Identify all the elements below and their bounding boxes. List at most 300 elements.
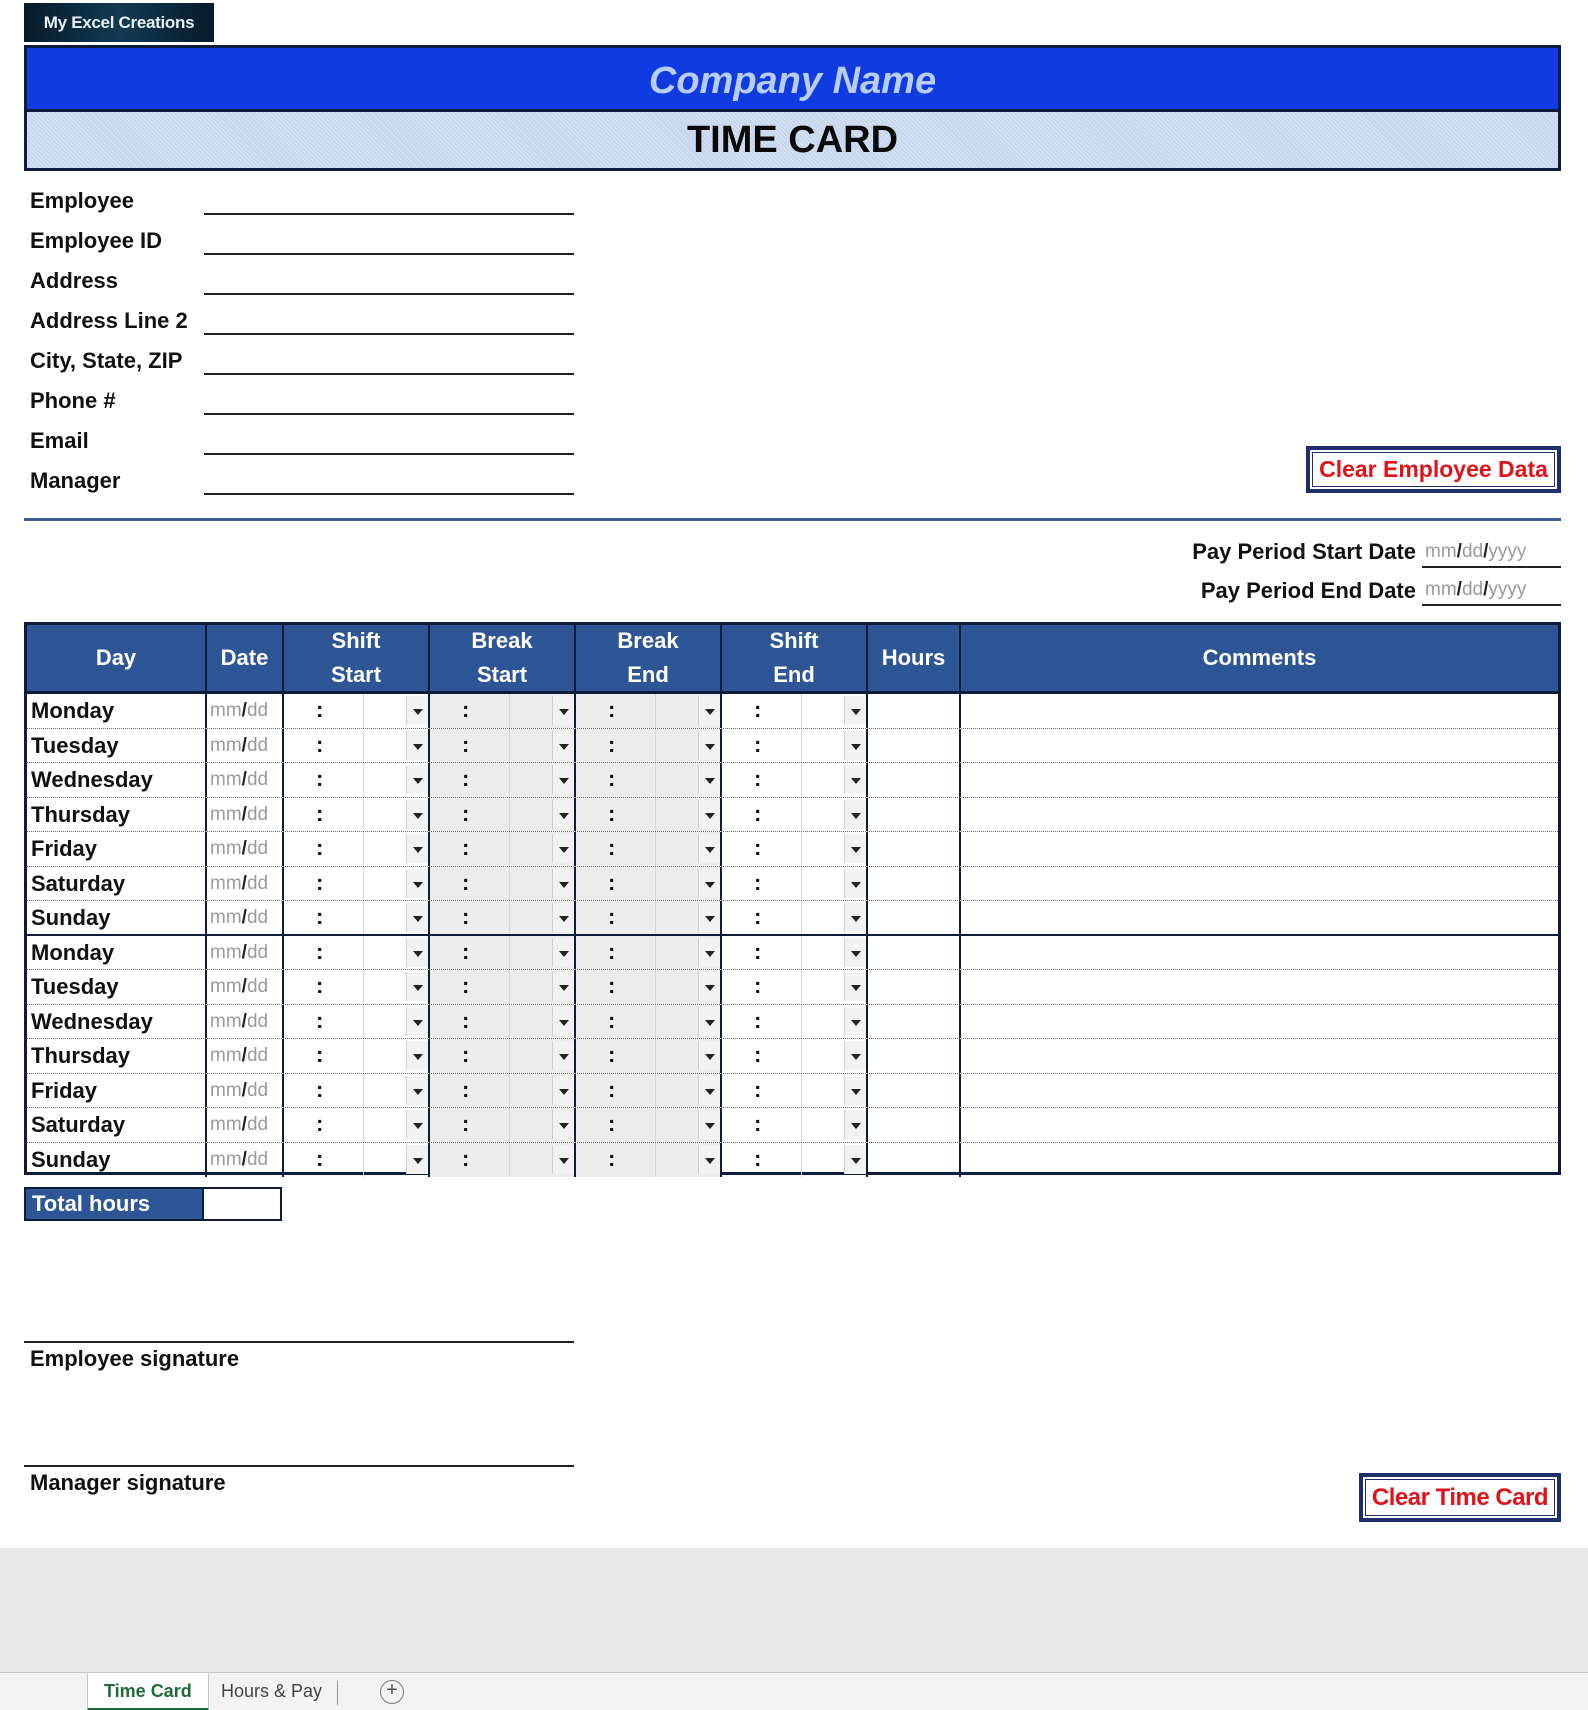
pay-period-end-field[interactable] [1422, 574, 1561, 606]
date-cell[interactable] [207, 901, 284, 934]
date-mm: mm [210, 1045, 242, 1066]
time-separator: : [316, 1042, 324, 1067]
shift-start-cell[interactable] [284, 763, 430, 797]
table-row [27, 970, 1558, 1005]
chevron-down-icon[interactable] [698, 938, 720, 967]
date-dd: dd [246, 1114, 269, 1135]
manager-field[interactable] [204, 493, 574, 495]
break-end-cell[interactable] [576, 694, 722, 728]
comments-cell[interactable] [961, 1074, 1563, 1108]
time-separator: : [608, 1042, 616, 1067]
chevron-down-icon[interactable] [406, 1041, 428, 1070]
break-start-cell[interactable] [430, 1108, 576, 1142]
chevron-down-icon[interactable] [844, 1007, 866, 1036]
time-separator: : [462, 1076, 470, 1102]
tab-hours-pay[interactable]: Hours & Pay [221, 1681, 323, 1701]
chevron-down-icon[interactable] [552, 1007, 574, 1036]
chevron-down-icon[interactable] [552, 1041, 574, 1070]
address-label: Address [30, 268, 119, 293]
tab-time-card[interactable]: Time Card [87, 1673, 209, 1710]
city-state-zip-field[interactable] [204, 373, 574, 375]
comments-cell[interactable] [961, 1143, 1563, 1178]
time-divider [801, 1005, 802, 1039]
date-mm: mm [210, 907, 242, 928]
chevron-down-icon[interactable] [406, 800, 428, 829]
chevron-down-icon[interactable] [406, 869, 428, 898]
date-mm: mm [210, 1148, 242, 1170]
time-separator: : [462, 869, 470, 895]
comments-cell[interactable] [961, 867, 1563, 901]
day-cell: Saturday [27, 867, 207, 901]
time-separator: : [462, 938, 470, 964]
comments-cell[interactable] [961, 694, 1563, 728]
add-sheet-icon[interactable]: + [380, 1680, 404, 1704]
break-start-cell[interactable] [430, 936, 576, 970]
comments-cell[interactable] [961, 798, 1563, 832]
address-line-2-field[interactable] [204, 333, 574, 335]
chevron-down-icon[interactable] [844, 869, 866, 898]
time-divider [509, 1039, 510, 1073]
time-divider [363, 798, 364, 832]
chevron-down-icon[interactable] [552, 731, 574, 760]
employee-id-field[interactable] [204, 253, 574, 255]
date-cell[interactable] [207, 694, 284, 728]
chevron-down-icon[interactable] [844, 696, 866, 725]
pp-end-sep2: / [1483, 579, 1489, 600]
chevron-down-icon[interactable] [406, 972, 428, 1001]
time-divider [509, 936, 510, 970]
table-row [27, 694, 1558, 729]
date-cell[interactable] [207, 1143, 284, 1178]
date-cell[interactable] [207, 936, 284, 970]
day-cell: Sunday [27, 901, 207, 934]
hours-cell [868, 694, 961, 728]
shift-end-cell[interactable] [722, 867, 868, 901]
time-divider [363, 1039, 364, 1073]
time-divider [801, 798, 802, 832]
date-mm: mm [210, 700, 242, 721]
time-separator: : [608, 1145, 616, 1171]
time-separator: : [754, 904, 762, 929]
date-cell[interactable] [207, 1039, 284, 1073]
chevron-down-icon[interactable] [552, 696, 574, 725]
chevron-down-icon[interactable] [406, 834, 428, 863]
time-divider [801, 936, 802, 970]
time-divider [363, 867, 364, 901]
date-mm: mm [210, 976, 242, 997]
time-separator: : [754, 869, 762, 895]
time-divider [655, 936, 656, 970]
day-cell: Wednesday [27, 763, 207, 797]
shift-end-cell[interactable] [722, 1143, 868, 1178]
chevron-down-icon[interactable] [698, 1076, 720, 1105]
table-row [27, 1108, 1558, 1143]
manager-signature-line[interactable] [24, 1465, 574, 1467]
break-end-cell[interactable] [576, 1005, 722, 1039]
shift-end-cell[interactable] [722, 1074, 868, 1108]
shift-start-cell[interactable] [284, 970, 430, 1004]
time-separator: : [608, 938, 616, 964]
chevron-down-icon[interactable] [406, 765, 428, 794]
time-separator: : [316, 938, 324, 964]
break-end-cell[interactable] [576, 1074, 722, 1108]
comments-cell[interactable] [961, 729, 1563, 763]
date-sep: / [241, 1079, 247, 1101]
pp-end-dd: dd [1461, 579, 1484, 600]
break-end-cell[interactable] [576, 1108, 722, 1142]
chevron-down-icon[interactable] [698, 765, 720, 794]
time-divider [801, 970, 802, 1004]
day-cell: Tuesday [27, 729, 207, 763]
shift-start-cell[interactable] [284, 798, 430, 832]
chevron-down-icon[interactable] [844, 903, 866, 932]
clear-time-card-button[interactable]: Clear Time Card [1359, 1473, 1561, 1522]
hours-cell [868, 798, 961, 832]
time-divider [801, 1108, 802, 1142]
time-divider [655, 1005, 656, 1039]
date-mm: mm [210, 1114, 242, 1135]
address-field[interactable] [204, 293, 574, 295]
date-dd: dd [246, 872, 269, 894]
break-end-cell[interactable] [576, 832, 722, 866]
shift-start-cell[interactable] [284, 901, 430, 934]
chevron-down-icon[interactable] [844, 1110, 866, 1139]
col-header-date: Date [207, 625, 284, 694]
break-start-cell[interactable] [430, 1005, 576, 1039]
comments-cell[interactable] [961, 1108, 1563, 1142]
time-separator: : [316, 973, 324, 998]
time-separator: : [754, 1111, 762, 1136]
shift-end-cell[interactable] [722, 901, 868, 934]
shift-end-cell[interactable] [722, 1039, 868, 1073]
col-header-break-start: Break Start [430, 625, 576, 694]
shift-end-cell[interactable] [722, 1005, 868, 1039]
table-row [27, 798, 1558, 833]
time-divider [363, 729, 364, 763]
break-start-cell[interactable] [430, 970, 576, 1004]
time-divider [801, 867, 802, 901]
shift-end-cell[interactable] [722, 729, 868, 763]
date-dd: dd [246, 1010, 269, 1032]
table-row [27, 1005, 1558, 1040]
chevron-down-icon[interactable] [698, 800, 720, 829]
date-cell[interactable] [207, 832, 284, 866]
time-divider [509, 1074, 510, 1108]
date-cell[interactable] [207, 763, 284, 797]
break-start-cell[interactable] [430, 694, 576, 728]
chevron-down-icon[interactable] [406, 696, 428, 725]
date-sep: / [241, 976, 247, 997]
date-dd: dd [246, 976, 269, 997]
shift-end-cell[interactable] [722, 1108, 868, 1142]
time-separator: : [608, 835, 616, 860]
break-end-cell[interactable] [576, 970, 722, 1004]
day-cell: Friday [27, 832, 207, 866]
time-divider [801, 729, 802, 763]
date-cell[interactable] [207, 970, 284, 1004]
break-end-cell[interactable] [576, 729, 722, 763]
time-separator: : [316, 904, 324, 929]
date-sep: / [241, 872, 247, 894]
hours-cell [868, 1143, 961, 1178]
hours-cell [868, 1039, 961, 1073]
date-cell[interactable] [207, 1005, 284, 1039]
comments-cell[interactable] [961, 763, 1563, 797]
date-mm: mm [210, 803, 242, 825]
chevron-down-icon[interactable] [844, 938, 866, 967]
time-separator: : [754, 938, 762, 964]
time-separator: : [462, 697, 470, 722]
table-row [27, 1143, 1558, 1178]
day-cell: Monday [27, 694, 207, 728]
chevron-down-icon[interactable] [552, 1076, 574, 1105]
break-start-cell[interactable] [430, 832, 576, 866]
date-mm: mm [210, 872, 242, 894]
break-start-cell[interactable] [430, 901, 576, 934]
time-separator: : [462, 766, 470, 791]
time-divider [363, 901, 364, 934]
day-cell: Sunday [27, 1143, 207, 1178]
pay-period-start-field[interactable] [1422, 536, 1561, 568]
time-divider [509, 867, 510, 901]
time-divider [363, 1005, 364, 1039]
comments-cell[interactable] [961, 970, 1563, 1004]
time-separator: : [754, 1076, 762, 1102]
time-separator: : [754, 731, 762, 757]
company-name-banner: Company Name [24, 45, 1561, 111]
time-divider [509, 798, 510, 832]
date-cell[interactable] [207, 729, 284, 763]
date-cell[interactable] [207, 798, 284, 832]
chevron-down-icon[interactable] [844, 765, 866, 794]
chevron-down-icon[interactable] [698, 731, 720, 760]
break-end-cell[interactable] [576, 867, 722, 901]
col-header-break-end: Break End [576, 625, 722, 694]
time-divider [363, 1143, 364, 1178]
employee-field[interactable] [204, 213, 574, 215]
comments-cell[interactable] [961, 936, 1563, 970]
manager-label: Manager [30, 468, 121, 493]
time-separator: : [754, 1007, 762, 1033]
chevron-down-icon[interactable] [552, 938, 574, 967]
shift-start-cell[interactable] [284, 936, 430, 970]
chevron-down-icon[interactable] [698, 1110, 720, 1139]
chevron-down-icon[interactable] [698, 696, 720, 725]
chevron-down-icon[interactable] [844, 800, 866, 829]
comments-cell[interactable] [961, 1039, 1563, 1073]
time-divider [655, 867, 656, 901]
date-mm: mm [210, 1079, 242, 1101]
time-separator: : [316, 835, 324, 860]
time-separator: : [754, 800, 762, 826]
break-end-cell[interactable] [576, 936, 722, 970]
time-separator: : [316, 1111, 324, 1136]
date-dd: dd [246, 700, 269, 721]
time-divider [509, 694, 510, 728]
chevron-down-icon[interactable] [844, 1041, 866, 1070]
chevron-down-icon[interactable] [552, 972, 574, 1001]
chevron-down-icon[interactable] [698, 1041, 720, 1070]
break-start-cell[interactable] [430, 729, 576, 763]
time-separator: : [608, 1111, 616, 1136]
chevron-down-icon[interactable] [698, 1145, 720, 1174]
email-field[interactable] [204, 453, 574, 455]
time-separator: : [608, 731, 616, 757]
break-start-cell[interactable] [430, 1143, 576, 1178]
chevron-down-icon[interactable] [552, 903, 574, 932]
time-divider [509, 970, 510, 1004]
break-start-cell[interactable] [430, 798, 576, 832]
time-divider [509, 729, 510, 763]
chevron-down-icon[interactable] [844, 1076, 866, 1105]
date-mm: mm [210, 1010, 242, 1032]
date-dd: dd [246, 1148, 269, 1170]
break-start-cell[interactable] [430, 763, 576, 797]
chevron-down-icon[interactable] [844, 731, 866, 760]
comments-cell[interactable] [961, 1005, 1563, 1039]
hours-cell [868, 936, 961, 970]
col-header-hours: Hours [868, 625, 961, 694]
shift-end-cell[interactable] [722, 798, 868, 832]
pp-start-yyyy: yyyy [1488, 541, 1527, 562]
time-divider [655, 729, 656, 763]
chevron-down-icon[interactable] [698, 834, 720, 863]
time-separator: : [316, 731, 324, 757]
date-dd: dd [246, 734, 269, 756]
time-separator: : [316, 697, 324, 722]
time-separator: : [754, 835, 762, 860]
pay-period-end-label: Pay Period End Date [1200, 578, 1416, 603]
time-separator: : [316, 1145, 324, 1171]
time-divider [363, 970, 364, 1004]
time-divider [801, 1143, 802, 1178]
hours-cell [868, 1005, 961, 1039]
shift-end-cell[interactable] [722, 694, 868, 728]
chevron-down-icon[interactable] [844, 972, 866, 1001]
chevron-down-icon[interactable] [406, 938, 428, 967]
shift-start-cell[interactable] [284, 1005, 430, 1039]
chevron-down-icon[interactable] [552, 1145, 574, 1174]
shift-start-cell[interactable] [284, 1108, 430, 1142]
time-divider [655, 901, 656, 934]
chevron-down-icon[interactable] [844, 1145, 866, 1174]
employee-label: Employee [30, 188, 134, 213]
break-start-cell[interactable] [430, 867, 576, 901]
chevron-down-icon[interactable] [406, 903, 428, 932]
section-divider [24, 518, 1561, 521]
date-dd: dd [246, 838, 269, 859]
time-divider [363, 763, 364, 797]
date-sep: / [241, 907, 247, 928]
time-divider [509, 1108, 510, 1142]
chevron-down-icon[interactable] [698, 1007, 720, 1036]
break-end-cell[interactable] [576, 763, 722, 797]
total-hours-value[interactable] [204, 1187, 282, 1221]
shift-end-cell[interactable] [722, 970, 868, 1004]
date-cell[interactable] [207, 1074, 284, 1108]
chevron-down-icon[interactable] [406, 731, 428, 760]
page-title: TIME CARD [24, 109, 1561, 171]
break-end-cell[interactable] [576, 1143, 722, 1178]
chevron-down-icon[interactable] [552, 765, 574, 794]
shift-end-cell[interactable] [722, 763, 868, 797]
time-separator: : [754, 1042, 762, 1067]
employee-signature-line[interactable] [24, 1341, 574, 1343]
table-row [27, 763, 1558, 798]
chevron-down-icon[interactable] [406, 1007, 428, 1036]
comments-cell[interactable] [961, 832, 1563, 866]
time-separator: : [316, 1007, 324, 1033]
date-sep: / [241, 734, 247, 756]
chevron-down-icon[interactable] [552, 1110, 574, 1139]
shift-start-cell[interactable] [284, 1143, 430, 1178]
time-separator: : [316, 800, 324, 826]
chevron-down-icon[interactable] [552, 800, 574, 829]
date-sep: / [241, 1010, 247, 1032]
time-divider [655, 1074, 656, 1108]
time-separator: : [608, 904, 616, 929]
date-cell[interactable] [207, 867, 284, 901]
phone-field[interactable] [204, 413, 574, 415]
shift-start-cell[interactable] [284, 867, 430, 901]
manager-signature-label: Manager signature [30, 1470, 226, 1495]
break-start-cell[interactable] [430, 1074, 576, 1108]
date-sep: / [241, 700, 247, 721]
day-cell: Thursday [27, 798, 207, 832]
table-row [27, 936, 1558, 971]
chevron-down-icon[interactable] [698, 972, 720, 1001]
chevron-down-icon[interactable] [552, 869, 574, 898]
chevron-down-icon[interactable] [844, 834, 866, 863]
pp-end-sep1: / [1456, 579, 1462, 600]
pp-start-sep2: / [1483, 541, 1489, 562]
date-dd: dd [246, 1079, 269, 1101]
clear-employee-data-button[interactable]: Clear Employee Data [1306, 446, 1561, 493]
col-header-shift-start: Shift Start [284, 625, 430, 694]
shift-start-cell[interactable] [284, 694, 430, 728]
chevron-down-icon[interactable] [406, 1145, 428, 1174]
time-divider [655, 970, 656, 1004]
chevron-down-icon[interactable] [406, 1076, 428, 1105]
break-end-cell[interactable] [576, 901, 722, 934]
chevron-down-icon[interactable] [698, 903, 720, 932]
time-divider [801, 763, 802, 797]
time-separator: : [462, 731, 470, 757]
break-start-cell[interactable] [430, 1039, 576, 1073]
chevron-down-icon[interactable] [552, 834, 574, 863]
time-separator: : [608, 766, 616, 791]
shift-end-cell[interactable] [722, 832, 868, 866]
pp-end-yyyy: yyyy [1488, 579, 1527, 600]
shift-start-cell[interactable] [284, 832, 430, 866]
shift-end-cell[interactable] [722, 936, 868, 970]
break-end-cell[interactable] [576, 1039, 722, 1073]
time-divider [801, 694, 802, 728]
time-divider [509, 763, 510, 797]
date-cell[interactable] [207, 1108, 284, 1142]
comments-cell[interactable] [961, 901, 1563, 934]
time-divider [509, 901, 510, 934]
shift-start-cell[interactable] [284, 1074, 430, 1108]
shift-start-cell[interactable] [284, 729, 430, 763]
chevron-down-icon[interactable] [406, 1110, 428, 1139]
date-dd: dd [246, 769, 269, 790]
break-end-cell[interactable] [576, 798, 722, 832]
chevron-down-icon[interactable] [698, 869, 720, 898]
sheet-tab-bar [0, 1672, 1588, 1710]
shift-start-cell[interactable] [284, 1039, 430, 1073]
time-separator: : [608, 1007, 616, 1033]
